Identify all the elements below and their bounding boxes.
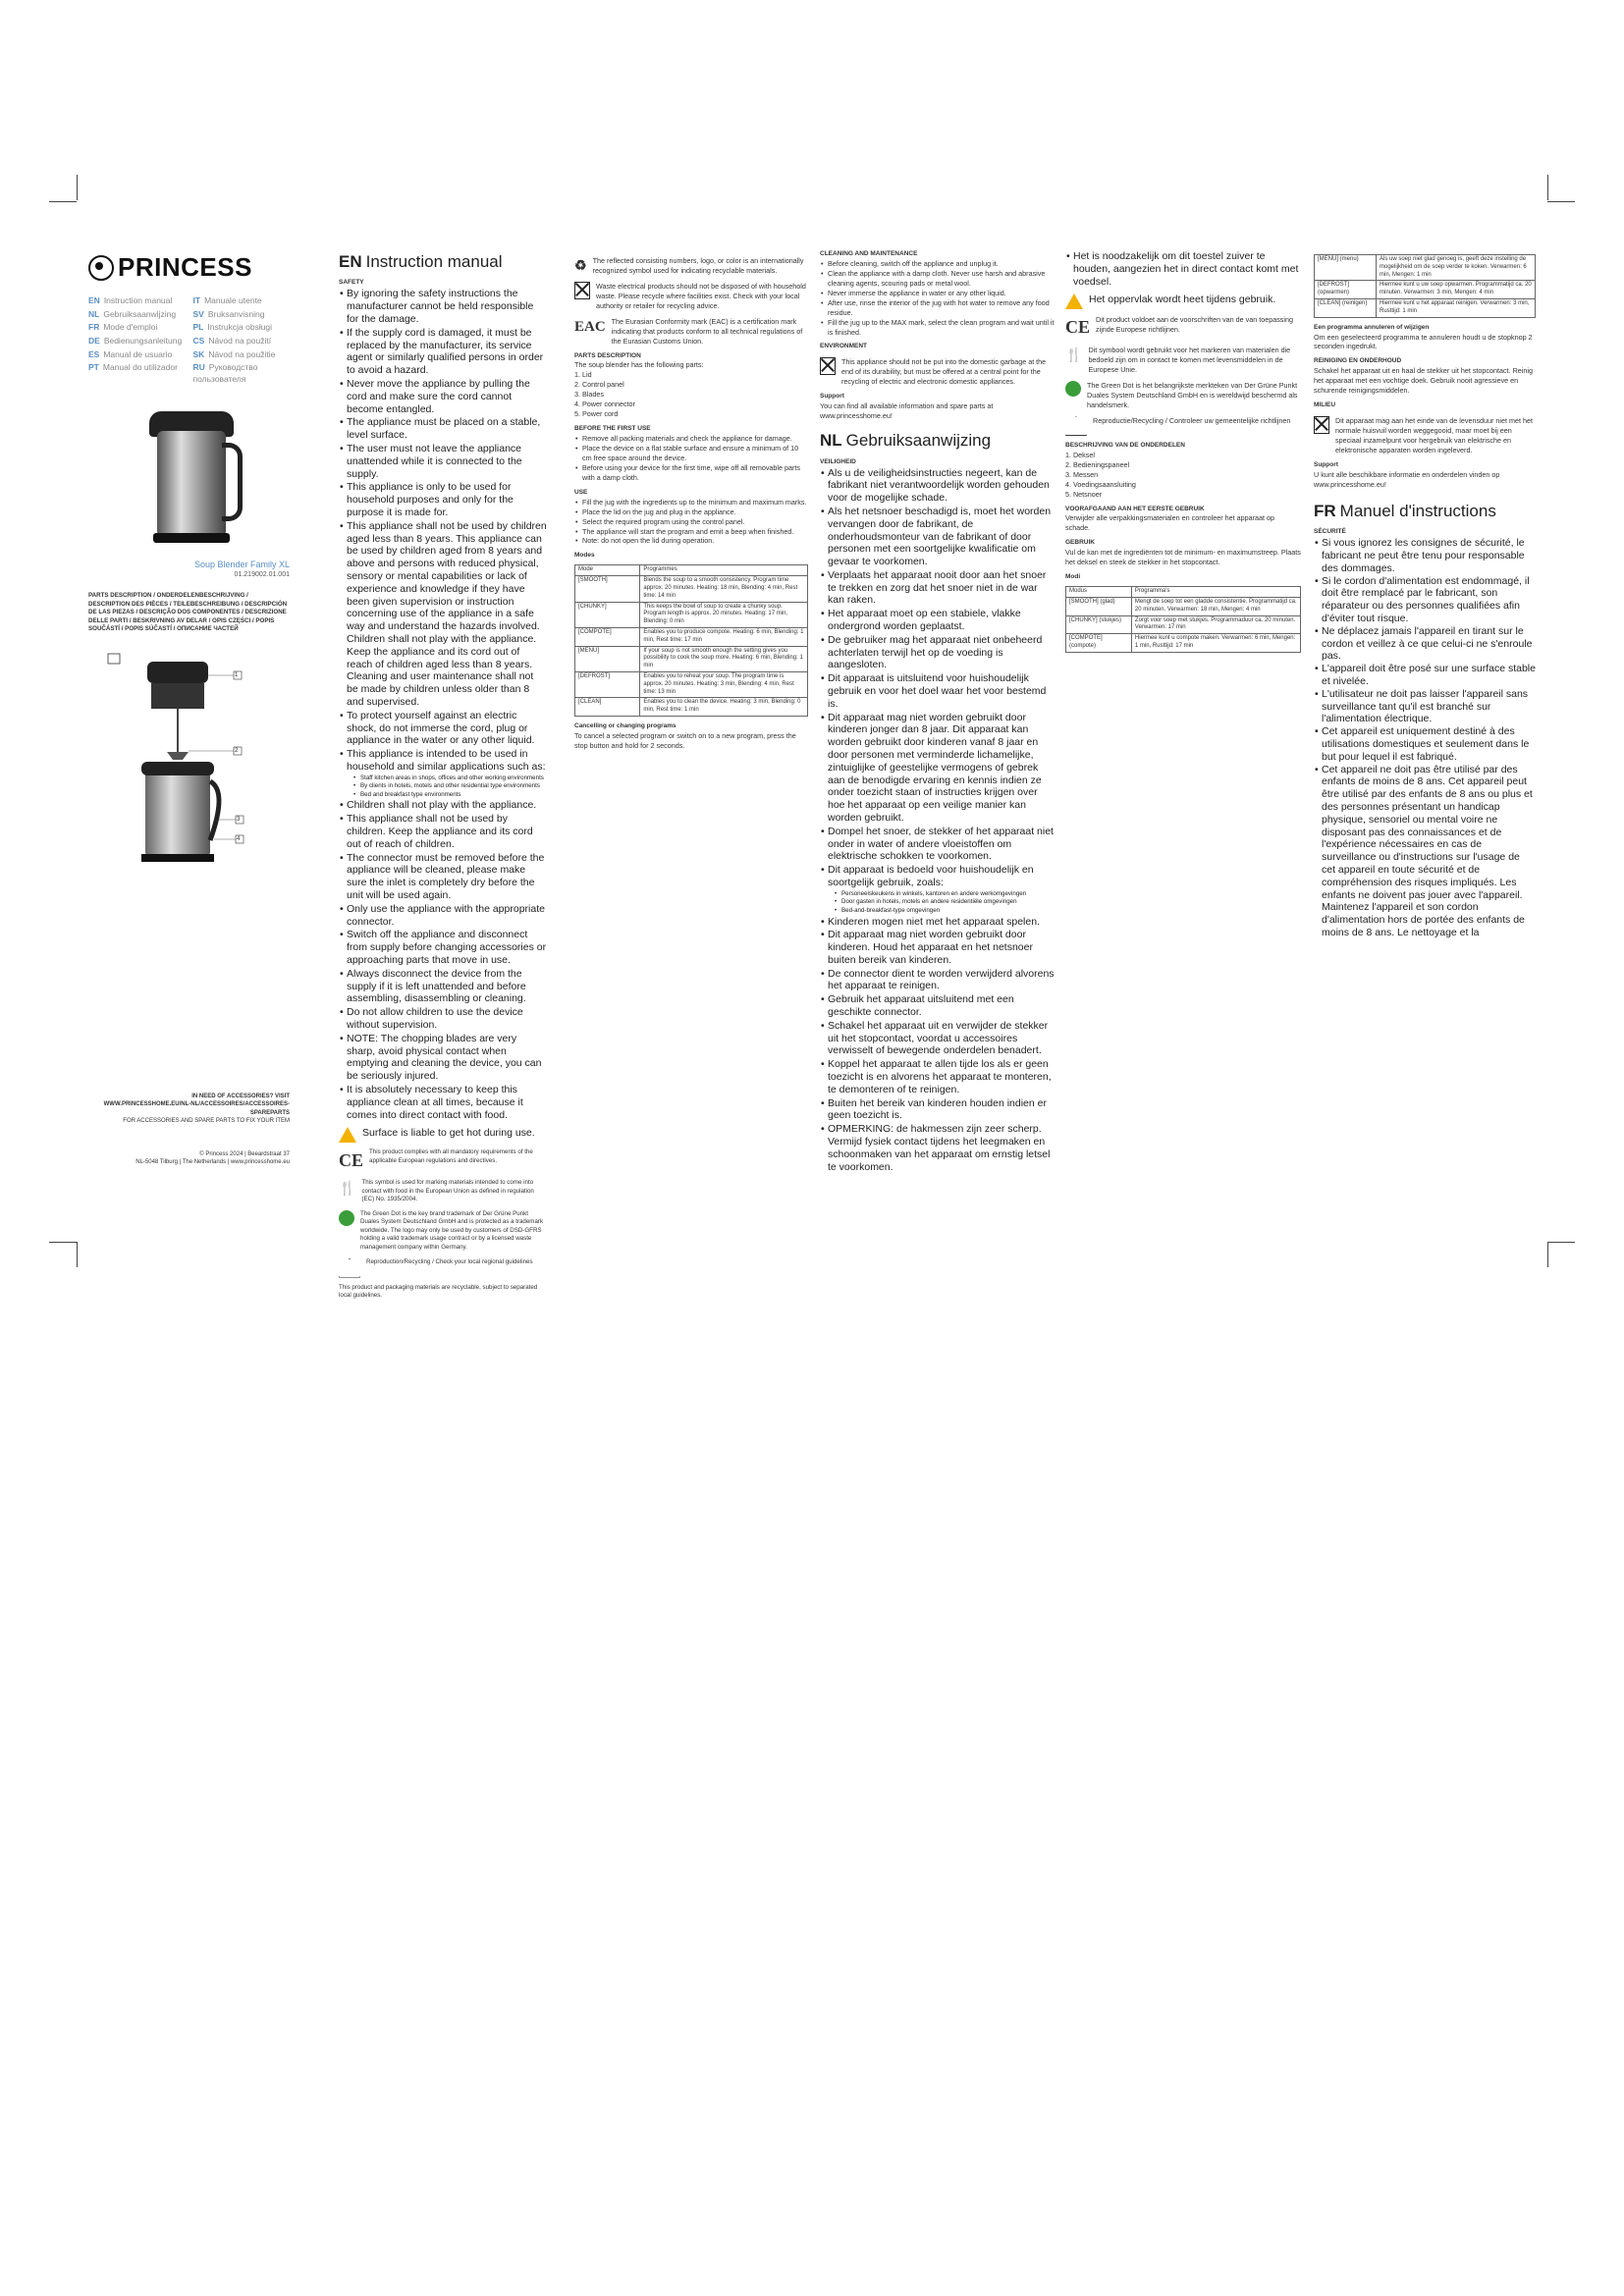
- en-sub-item: • By clients in hotels, motels and other residential type environments: [360, 782, 547, 790]
- mode-name: [SMOOTH] (glad): [1066, 597, 1132, 615]
- mode-desc: Hiermee kunt u het apparaat reinigen. Verwarmen: 3 min, Rusttijd: 1 min: [1377, 298, 1536, 317]
- mode-name: Mode: [575, 565, 640, 576]
- nl-hot-surface: Het oppervlak wordt heet tijdens gebruik.: [1065, 294, 1301, 309]
- language-item: NL Gebruiksaanwijzing: [88, 308, 177, 319]
- before-item: • Remove all packing materials and check the appliance for damage.: [582, 434, 808, 444]
- footer-sub: FOR ACCESSORIES AND SPARE PARTS TO FIX YOUR ITEM: [123, 1117, 290, 1124]
- use-item: • Select the required program using the control panel.: [582, 517, 808, 527]
- modes-heading: Modes: [574, 552, 595, 560]
- mode-name: [MENU]: [575, 646, 640, 671]
- use-item: • Place the lid on the jug and plug in the appliance.: [582, 507, 808, 517]
- eac-row: EAC The Eurasian Conformity mark (EAC) is a certification mark indicating that products conform to all technical regulations of the Eurasian Customs Union.: [574, 316, 803, 346]
- nl-safety-item: • Gebruik het apparaat uitsluitend met een geschikte connector.: [828, 993, 1056, 1019]
- mode-desc: Enables you to clean the device. Heating: 3 min, Blending: 0 min, Rest time: 1 min: [640, 698, 808, 717]
- fr-safety-item: • Ne déplacez jamais l'appareil en tirant sur le cordon et veillez à ce que celui-ci ne s'enroule pas.: [1322, 625, 1536, 663]
- part-item: 1. Lid: [574, 370, 592, 380]
- language-item: PT Manual do utilizador: [88, 362, 178, 373]
- language-item: RU Руководство пользователя: [192, 362, 258, 385]
- mode-name: [DEFROST] (opwarmen): [1315, 281, 1377, 299]
- cover-column: [88, 250, 290, 1166]
- nl-safety-item: • Kinderen mogen niet met het apparaat spelen.: [828, 916, 1056, 929]
- nl-env-row: Dit apparaat mag aan het einde van de levensduur niet met het normale huisvuil worden weggegooid, maar moet bij een speciaal inzamelpunt voor hergebruik van elektrische en elektronische apparaten worden ingeleverd.: [1314, 416, 1536, 455]
- language-item: SK Návod na použitie: [192, 348, 276, 359]
- mode-desc: Programma's: [1131, 587, 1300, 598]
- en-safety-item: • Children shall not play with the appliance.: [347, 799, 547, 812]
- nl-safety-item: • Verplaats het apparaat nooit door aan het snoer te trekken en zorg dat het snoer niet in de war kan raken.: [828, 569, 1056, 607]
- env-row: This appliance should not be put into the domestic garbage at the end of its durability, but must be offered at a central point for the recycling of electric and electronic domestic appliances.: [820, 357, 1056, 387]
- fr-safety-list: [1314, 537, 1536, 939]
- nl-top-bullet: • Het is noodzakelijk om dit toestel zuiver te houden, aangezien het in direct contact komt met voedsel.: [1073, 250, 1301, 288]
- mode-row: [1066, 587, 1301, 598]
- mode-row: [1315, 255, 1536, 281]
- crossed-bin-icon: [1314, 416, 1329, 434]
- fr-safety-item: • Cet appareil est uniquement destiné à des utilisations domestiques et seulement dans le but pour lequel il est fabriqué.: [1322, 725, 1536, 763]
- before-item: • Place the device on a flat stable surface and ensure a minimum of 10 cm free space around the device.: [582, 444, 808, 463]
- en-hot-surface: Surface is liable to get hot during use.: [339, 1127, 547, 1143]
- parts-header: PARTS DESCRIPTION / ONDERDELENBESCHRIJVING / DESCRIPTION DES PIÈCES / TEILEBESCHREIBUNG / DESCRIPCIÓN DE LAS PIEZAS / DESCRIÇÃO DOS COMPONENTES / DESCRIZIONE DELLE PARTI / BESKRIVNING AV DELAR / OPIS CZĘŚCI / POPIS SOUČÁSTÍ / POPIS SÚČASTÍ / ОПИСАНИЕ ЧАСТЕЙ: [88, 591, 288, 633]
- mode-name: [SMOOTH]: [575, 576, 640, 602]
- nl-safety-item: • Koppel het apparaat te allen tijde los als er geen toezicht is en alvorens het apparaat te monteren, te demonteren of te reinigen.: [828, 1058, 1056, 1095]
- mode-name: [COMPOTE]: [575, 627, 640, 646]
- nl-safety-item: • Dit apparaat is uitsluitend voor huishoudelijk gebruik en voor het doel waar het voor bestemd is.: [828, 672, 1056, 710]
- en-recycle-note: This product and packaging materials are recyclable, subject to separated local guidelines.: [339, 1283, 538, 1300]
- language-item: CS Návod na použití: [192, 336, 272, 347]
- mode-desc: Enables you to reheat your soup. The program time is approx. 20 minutes. Heating: 3 min, Blending: 4 min, Rest time: 13 min: [640, 671, 808, 697]
- mode-desc: Hiermee kunt u uw soep opwarmen. Programmatijd ca. 20 minuten. Verwarmen: 3 min, Mengen: 4 min: [1377, 281, 1536, 299]
- nl-part-item: 3. Messen: [1065, 469, 1099, 479]
- glass-fork-icon: 🍴: [1065, 347, 1083, 363]
- cover-footer: [88, 1093, 290, 1167]
- product-code: 01.219002.01.001: [234, 571, 290, 579]
- nl-part-item: 4. Voedingsaansluiting: [1065, 479, 1136, 489]
- en-green-row: The Green Dot is the key brand trademark of Der Grüne Punkt Duales System Deutschland GmbH and is protected as a trademark worldwide. The logo may only be used by customers of DSD-GFRS holding a valid trademark usage contract or by a licensed waste management company within Germany.: [339, 1210, 547, 1253]
- support-text: You can find all available information and spare parts at www.princesshome.eu!: [820, 401, 994, 421]
- mode-row: [1315, 298, 1536, 317]
- glass-fork-icon: 🍴: [339, 1180, 356, 1197]
- fr-safety-item: • Si vous ignorez les consignes de sécurité, le fabricant ne peut être tenu pour responsable des dommages.: [1322, 537, 1536, 574]
- warning-icon: [1065, 294, 1083, 309]
- mode-desc: If your soup is not smooth enough the setting gives you possibility to cook the soup more. Heating: 6 min, Blending: 1 min: [640, 646, 808, 671]
- nl-before-text: Verwijder alle verpakkingsmaterialen en controleer het apparaat op schade.: [1065, 513, 1274, 533]
- parts-heading: PARTS DESCRIPTION: [574, 351, 641, 359]
- blender-base: [153, 533, 230, 543]
- en-safety-item: • This appliance shall not be used by children aged less than 8 years. This appliance can be used by children aged from 8 years and above and persons with reduced physical, sensory or mental capabilities or lack of experience and knowledge if they have been given supervision or instruction concerning use of the appliance in a safe way and understand the hazards involved. Children shall not play with the appliance. Keep the appliance and its cord out of reach of children aged less than 8 years. Cleaning and user maintenance shall not be made by children unless older than 8 and supervised.: [347, 520, 547, 709]
- mode-desc: This keeps the bowl of soup to create a chunky soup. Program length is approx. 20 minutes. Heating: 17 min, Blending: 0 min: [640, 602, 808, 627]
- green-dot-icon: [339, 1210, 354, 1226]
- use-heading: USE: [574, 488, 588, 496]
- nl-safety-item: • OPMERKING: de hakmessen zijn zeer scherp. Vermijd fysiek contact tijdens het leegmaken en schoonmaken van het apparaat om ernstig letsel te voorkomen.: [828, 1123, 1056, 1173]
- blender-handle: [222, 443, 243, 521]
- en-safety-item: • Always disconnect the device from the supply if it is left unattended and before assembling, disassembling or cleaning.: [347, 968, 547, 1005]
- nl-safety-item: • Dompel het snoer, de stekker of het apparaat niet onder in water of andere vloeistoffen om elektrische schokken te voorkomen.: [828, 826, 1056, 863]
- support-heading: Support: [820, 393, 844, 400]
- mode-desc: Mengt de soep tot een gladde consistentie. Programmatijd ca. 20 minuten. Verwarmen: 18 min, Mengen: 4 min: [1131, 597, 1300, 615]
- mode-desc: Hiermee kunt u compote maken. Verwarmen: 6 min, Mengen: 1 min, Rusttijd: 17 min: [1131, 634, 1300, 653]
- mode-desc: Zorgt voor soep met stukjes. Programmaduur ca. 20 minuten. Verwarmen: 17 min: [1131, 615, 1300, 634]
- en-safety-item: • This appliance is intended to be used in household and similar applications such as:: [347, 748, 547, 774]
- mode-desc: Programmes: [640, 565, 808, 576]
- footer-address: NL-5048 Tilburg | The Netherlands | www.princesshome.eu: [135, 1159, 290, 1166]
- manual-page: [88, 250, 1536, 1300]
- en-safety-item: • This appliance shall not be used by children. Keep the appliance and its cord out of reach of children.: [347, 813, 547, 850]
- mode-row: [575, 671, 808, 697]
- nl-before-heading: VOORAFGAAND AAN HET EERSTE GEBRUIK: [1065, 505, 1205, 512]
- nl-part-item: 1. Deksel: [1065, 450, 1095, 459]
- mode-row: [1066, 634, 1301, 653]
- en-column: [339, 250, 547, 1301]
- nl-fr-column: [1314, 250, 1536, 939]
- cancel-heading: Cancelling or changing programs: [574, 721, 677, 729]
- part-label: 3: [237, 816, 241, 823]
- use-item: • Fill the jug with the ingredients up to the minimum and maximum marks.: [582, 498, 808, 507]
- mode-row: [575, 646, 808, 671]
- recycle-icon: [1065, 416, 1087, 436]
- nl-safety-item: • Als u de veiligheidsinstructies negeert, kan de fabrikant niet verantwoordelijk worden gehouden voor de mogelijke schade.: [828, 467, 1056, 505]
- part-item: 4. Power connector: [574, 400, 635, 409]
- mode-row: [1066, 615, 1301, 634]
- fr-safety-item: • Si le cordon d'alimentation est endommagé, il doit être remplacé par le fabricant, son réparateur ou des personnes qualifiées afin d'éviter tout risque.: [1322, 575, 1536, 625]
- en-safety-item: • Switch off the appliance and disconnect from supply before changing accessories or approaching parts that move in use.: [347, 929, 547, 966]
- clean-item: • Fill the jug up to the MAX mark, select the clean program and wait until it is finished.: [828, 318, 1056, 338]
- use-item: • Note: do not open the lid during operation.: [582, 536, 808, 546]
- en-heading: EN Instruction manual: [339, 252, 503, 271]
- mode-name: [CLEAN]: [575, 698, 640, 717]
- nl-safety-item: • Het apparaat moet op een stabiele, vlakke ondergrond worden geplaatst.: [828, 608, 1056, 633]
- recycle-icon: [339, 1258, 360, 1278]
- en-safety-heading: SAFETY: [339, 279, 364, 287]
- footer-copyright: © Princess 2024 | Beeardstraat 37: [199, 1151, 290, 1158]
- parts-drawing: [88, 644, 290, 870]
- language-item: ES Manual de usuario: [88, 348, 173, 359]
- nl-part-item: 2. Bedieningspaneel: [1065, 459, 1130, 469]
- ce-mark-icon: CE: [339, 1150, 364, 1171]
- before-item: • Before using your device for the first time, wipe off all removable parts with a damp cloth.: [582, 463, 808, 483]
- footer-need: IN NEED OF ACCESSORIES? VISIT: [191, 1094, 290, 1099]
- nl-modes-table: [1065, 586, 1301, 653]
- fr-safety-heading: SÉCURITÉ: [1314, 528, 1346, 536]
- mode-name: Modus: [1066, 587, 1132, 598]
- crossed-bin-icon: [820, 357, 836, 375]
- nl-env-heading: MILIEU: [1314, 401, 1336, 409]
- eac-mark-icon: EAC: [574, 318, 606, 335]
- nl-safety-item: • De connector dient te worden verwijderd alvorens het apparaat te reinigen.: [828, 968, 1056, 993]
- nl-clean-heading: REINIGING EN ONDERHOUD: [1314, 357, 1402, 365]
- part-item: 2. Control panel: [574, 380, 624, 390]
- clean-item: • Never immerse the appliance in water or any other liquid.: [828, 289, 1056, 298]
- language-item: EN Instruction manual: [88, 294, 173, 305]
- mode-name: [DEFROST]: [575, 671, 640, 697]
- mode-desc: Enables you to produce compote. Heating: 6 min, Blending: 1 min, Rest time: 17 min: [640, 627, 808, 646]
- green-dot-icon: [1065, 381, 1081, 397]
- mode-name: [CHUNKY]: [575, 602, 640, 627]
- parts-intro: The soup blender has the following parts:: [574, 360, 704, 370]
- en-safety-item: • To protect yourself against an electric shock, do not immerse the cord, plug or appliance in the water or any other liquid.: [347, 710, 547, 747]
- nl-ce-row: CE Dit product voldoet aan de voorschriften van de van toepassing zijnde Europese richtlijnen.: [1065, 315, 1301, 340]
- crossed-bin-icon: [574, 282, 590, 299]
- recycle-intro: ♻ The reflected consisting numbers, logo, or color is an internationally recognized symbol used for indicating recyclable materials.: [574, 256, 804, 275]
- en-column-2: [574, 250, 808, 751]
- nl-modes-heading: Modi: [1065, 573, 1081, 581]
- fr-safety-item: • L'utilisateur ne doit pas laisser l'appareil sans surveillance tant qu'il est branché sur l'alimentation électrique.: [1322, 688, 1536, 725]
- en-safety-list: [339, 288, 547, 1121]
- en-safety-item: • NOTE: The chopping blades are very sharp, avoid physical contact when emptying and cleaning the device, you can be seriously injured.: [347, 1033, 547, 1083]
- language-item: SV Bruksanvisning: [192, 308, 265, 319]
- brand-logo: [88, 250, 290, 286]
- en-ce-row: CE This product complies with all mandatory requirements of the applicable European regulations and directives.: [339, 1148, 547, 1173]
- clean-item: • After use, rinse the interior of the jug with hot water to remove any food residue.: [828, 298, 1056, 318]
- mode-name: [CHUNKY] (stukjes): [1066, 615, 1132, 634]
- parts-list: [574, 370, 808, 419]
- nl-heading: NL Gebruiksaanwijzing: [820, 431, 992, 451]
- nl-clean-text: Schakel het apparaat uit en haal de stekker uit het stopcontact. Reinig het apparaat met een vochtige doek. Gebruik nooit agressieve en schurende reinigingsmiddelen.: [1314, 366, 1533, 396]
- ce-mark-icon: CE: [1065, 317, 1091, 338]
- mode-name: [MENU] (menu): [1315, 255, 1377, 281]
- clean-item: • Before cleaning, switch off the appliance and unplug it.: [828, 259, 1056, 269]
- en-sub-item: • Bed and breakfast type environments: [360, 791, 547, 799]
- nl-part-item: 5. Netsnoer: [1065, 489, 1103, 499]
- nl-support-text: U kunt alle beschikbare informatie en onderdelen vinden op www.princesshome.eu!: [1314, 469, 1500, 489]
- en-safety-item: • This appliance is only to be used for household purposes and only for the purpose it is made for.: [347, 481, 547, 518]
- en-safety-item: • Only use the appliance with the appropriate connector.: [347, 903, 547, 929]
- nl-safety-heading: VEILIGHEID: [820, 457, 856, 465]
- mode-row: [1066, 597, 1301, 615]
- use-item: • The appliance will start the program and emit a beep when finished.: [582, 527, 808, 537]
- footer-url[interactable]: WWW.PRINCESSHOME.EU/NL-NL/ACCESSOIRES/ACCESSOIRES-SPAREPARTS: [103, 1101, 290, 1116]
- en-safety-item: • The appliance must be placed on a stable, level surface.: [347, 416, 547, 442]
- mode-name: [CLEAN] (reinigen): [1315, 298, 1377, 317]
- nl-column-2: [1065, 250, 1301, 653]
- nl-cancel-heading: Een programma annuleren of wijzigen: [1314, 323, 1430, 331]
- clean-item: • Clean the appliance with a damp cloth. Never use harsh and abrasive cleaning agents, scouring pads or metal wool.: [828, 269, 1056, 289]
- mode-row: [575, 565, 808, 576]
- en-sub-item: • Staff kitchen areas in shops, offices and other working environments: [360, 774, 547, 782]
- part-item: 3. Blades: [574, 390, 604, 400]
- en-recycle-row: Reproduction/Recycling / Check your local regional guidelines: [339, 1258, 547, 1278]
- en-safety-item: • Never move the appliance by pulling the cord and make sure the cord cannot become entangled.: [347, 378, 547, 415]
- en-safety-item: • The user must not leave the appliance unattended while it is connected to the supply.: [347, 443, 547, 480]
- nl-sub-item: • Personeelskeukens in winkels, kantoren en andere werkomgevingen: [841, 890, 1056, 898]
- parts-diagram: [88, 644, 290, 870]
- en-safety-item: • It is absolutely necessary to keep this appliance clean at all times, because it comes into direct contact with food.: [347, 1084, 547, 1121]
- en-fork-row: 🍴 This symbol is used for marking materials intended to come into contact with food in the European Union as defined in regulation (EC) No. 1935/2004.: [339, 1179, 534, 1203]
- nl-safety-item: • Dit apparaat mag niet worden gebruikt door kinderen. Houd het apparaat en het netsnoer buiten bereik van kinderen.: [828, 929, 1056, 966]
- nl-green-row: The Green Dot is het belangrijkste merkteken van Der Grüne Punkt Duales System Deutschland GmbH en is wereldwijd beschermd als handelsmerk.: [1065, 381, 1301, 410]
- clean-list: [820, 259, 1056, 338]
- weee-row: Waste electrical products should not be disposed of with household waste. Please recycle where facilities exist. Check with your local authority or retailer for recycling advice.: [574, 282, 808, 311]
- en-safety-item: • Do not allow children to use the device without supervision.: [347, 1006, 547, 1032]
- mode-row: [575, 627, 808, 646]
- part-label: 4: [237, 835, 241, 842]
- nl-safety-item: • Dit apparaat mag niet worden gebruikt door kinderen jonger dan 8 jaar. Dit apparaat kan worden gebruikt door kinderen vanaf 8 jaar en door personen met verminderde lichamelijke, zintuiglijke of geestelijke vermogens of gebrek aan de benodigde ervaring en kennis indien ze onder toezicht staan of instructies krijgen over hoe het apparaat op een veilige manier kan worden gebruikt.: [828, 712, 1056, 825]
- fr-safety-item: • Cet appareil ne doit pas être utilisé par des enfants de moins de 8 ans. Cet appareil peut être utilisé par des enfants de 8 ans ou plus et des personnes présentant un handicap physique, sensoriel ou mental voire ne disposant pas des connaissances et de l'expérience nécessaires en cas de surveillance ou d'instructions sur l'usage de cet appareil en toute sécurité et de compréhension des risques impliqués. Les enfants ne doivent pas jouer avec l'appareil. Maintenez l'appareil et son cordon d'alimentation hors de portée des enfants de moins de 8 ans. Le nettoyage et la: [1322, 764, 1536, 939]
- nl-cancel-text: Om een geselecteerd programma te annuleren houdt u de stopknop 2 seconden ingedrukt.: [1314, 332, 1533, 351]
- clean-heading: CLEANING AND MAINTENANCE: [820, 250, 918, 257]
- fr-safety-item: • L'appareil doit être posé sur une surface stable et nivelée.: [1322, 663, 1536, 688]
- mode-desc: Blends the soup to a smooth consistency. Program time approx. 20 minutes. Heating: 18 min, Blending: 4 min, Rest time: 14 min: [640, 576, 808, 602]
- mode-row: [575, 698, 808, 717]
- language-item: FR Mode d'emploi: [88, 322, 158, 333]
- nl-sub-item: • Bed-and-breakfast-type omgevingen: [841, 907, 1056, 915]
- mode-row: [575, 576, 808, 602]
- nl-modes-table-cont: [1314, 254, 1536, 318]
- nl-parts-list: [1065, 451, 1301, 500]
- nl-use-text: Vul de kan met de ingrediënten tot de minimum- en maximumstreep. Plaats het deksel en steek de stekker in het stopcontact.: [1065, 548, 1301, 567]
- use-list: [574, 498, 808, 547]
- nl-column: [820, 250, 1056, 1174]
- language-item: IT Manuale utente: [192, 294, 262, 305]
- nl-safety-item: • Schakel het apparaat uit en verwijder de stekker uit het stopcontact, voordat u accessoires verwisselt of bewegende onderdelen benadert.: [828, 1020, 1056, 1057]
- fr-heading: FR Manuel d'instructions: [1314, 501, 1496, 520]
- nl-safety-item: • Buiten het bereik van kinderen houden indien er geen toezicht is.: [828, 1097, 1056, 1123]
- language-item: PL Instrukcja obsługi: [192, 322, 273, 333]
- recycle-symbol-icon: ♻: [574, 257, 587, 273]
- warning-icon: [339, 1127, 356, 1143]
- blender-body: [157, 431, 226, 537]
- product-image: [135, 403, 244, 551]
- product-name: Soup Blender Family XL: [193, 559, 290, 569]
- mode-desc: Als uw soep niet glad genoeg is, geeft deze instelling de mogelijkheid om de soep verder te koken. Verwarmen: 6 min, Mengen: 1 min: [1377, 255, 1536, 281]
- crown-icon: [88, 255, 114, 281]
- nl-parts-heading: BESCHRIJVING VAN DE ONDERDELEN: [1065, 441, 1185, 449]
- mode-row: [575, 602, 808, 627]
- nl-sub-item: • Door gasten in hotels, motels en andere residentiële omgevingen: [841, 898, 1056, 906]
- brand-name: PRINCESS: [118, 252, 252, 282]
- nl-recycle-row: Reproductie/Recycling / Controleer uw gemeentelijke richtlijnen: [1065, 416, 1301, 436]
- nl-safety-item: • Dit apparaat is bedoeld voor huishoudelijk en soortgelijk gebruik, zoals:: [828, 864, 1056, 889]
- language-list: [88, 295, 290, 386]
- language-item: DE Bedienungsanleitung: [88, 336, 183, 347]
- en-safety-item: • If the supply cord is damaged, it must be replaced by the manufacturer, its service agent or similarly qualified persons in order to avoid a hazard.: [347, 327, 547, 377]
- en-safety-item: • The connector must be removed before the appliance will be cleaned, please make sure the inlet is completely dry before the unit will be used again.: [347, 852, 547, 902]
- mode-name: [COMPOTE] (compote): [1066, 634, 1132, 653]
- mode-row: [1315, 281, 1536, 299]
- cancel-text: To cancel a selected program or switch on to a new program, press the stop button and hold for 2 seconds.: [574, 730, 796, 750]
- nl-safety-item: • Als het netsnoer beschadigd is, moet het worden vervangen door de fabrikant, de onderhoudsmonteur van de fabrikant of door personen met een soortgelijke kwalificatie om gevaar te voorkomen.: [828, 506, 1056, 568]
- modes-table: [574, 564, 808, 717]
- part-item: 5. Power cord: [574, 409, 619, 419]
- nl-use-heading: GEBRUIK: [1065, 539, 1095, 547]
- env-heading: ENVIRONMENT: [820, 343, 868, 350]
- nl-safety-item: • De gebruiker mag het apparaat niet onbeheerd achterlaten terwijl het op de voeding is aangesloten.: [828, 634, 1056, 671]
- en-safety-item: • By ignoring the safety instructions the manufacturer cannot be held responsible for the damage.: [347, 288, 547, 325]
- nl-safety-list: [820, 467, 1056, 1174]
- part-label: 1: [235, 671, 239, 678]
- part-label: 2: [235, 747, 239, 754]
- nl-support-heading: Support: [1314, 460, 1338, 468]
- before-heading: BEFORE THE FIRST USE: [574, 425, 651, 433]
- nl-fork-row: 🍴 Dit symbool wordt gebruikt voor het markeren van materialen die bedoeld zijn om in contact te komen met levensmiddelen in de Europese Unie.: [1065, 346, 1291, 375]
- before-list: [574, 434, 808, 483]
